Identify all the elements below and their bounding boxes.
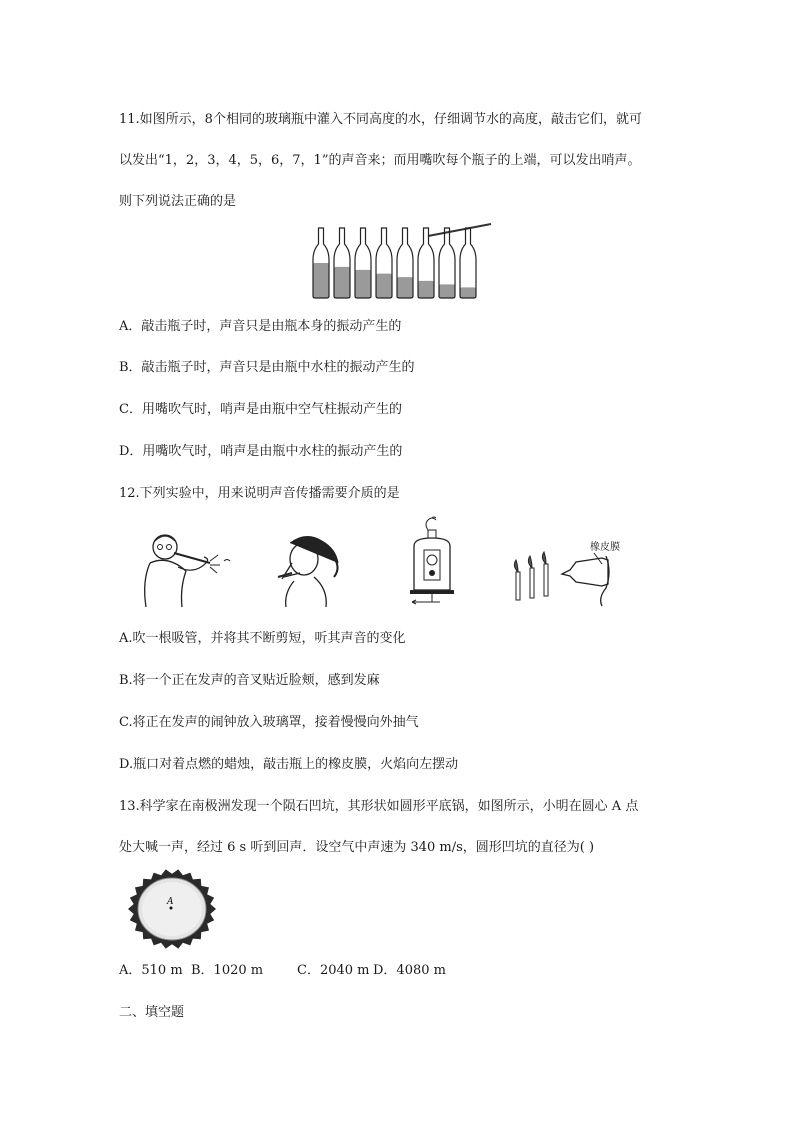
- glass-bottle: [313, 228, 329, 298]
- q12-stem: 12.下列实验中，用来说明声音传播需要介质的是: [119, 486, 400, 501]
- straw-blowing-figure: [138, 533, 238, 609]
- q13-stem-line2: 处大喊一声，经过 6 s 听到回声．设空气中声速为 340 m/s，圆形凹坑的直径为( ): [119, 840, 595, 855]
- crater-figure: [124, 866, 220, 952]
- bottles-figure: [305, 222, 495, 302]
- section-title: 二、填空题: [119, 1005, 185, 1020]
- glass-bottle: [418, 228, 434, 298]
- glass-bottle: [397, 228, 413, 298]
- glass-bottle: [355, 228, 371, 298]
- q13-option-d: D．4080 m: [373, 963, 446, 978]
- q11-stem-line2: 以发出“1，2，3，4，5，6，7，1”的声音来；而用嘴吹每个瓶子的上端，可以发出哨声。: [119, 153, 641, 168]
- q11-option-c: C．用嘴吹气时，哨声是由瓶中空气柱振动产生的: [119, 402, 402, 417]
- q12-option-a: A.吹一根吸管，并将其不断剪短，听其声音的变化: [119, 631, 406, 646]
- q12-option-b: B.将一个正在发声的音叉贴近脸颊，感到发麻: [119, 673, 380, 688]
- point-a-label: A: [167, 897, 174, 907]
- q13-option-c: C．2040 m: [297, 963, 370, 978]
- tuning-fork-figure: [270, 533, 346, 609]
- q12-option-d: D.瓶口对着点燃的蜡烛，敲击瓶上的橡皮膜，火焰向左摆动: [119, 757, 459, 772]
- q12-option-c: C.将正在发声的闹钟放入玻璃罩，接着慢慢向外抽气: [119, 715, 419, 730]
- q13-option-a: A．510 m: [119, 963, 183, 978]
- q11-option-b: B．敲击瓶子时，声音只是由瓶中水柱的振动产生的: [119, 360, 415, 375]
- q11-option-d: D．用嘴吹气时，哨声是由瓶中水柱的振动产生的: [119, 444, 403, 459]
- glass-bottle: [376, 228, 392, 298]
- rubber-membrane-label: 橡皮膜: [590, 542, 620, 553]
- q11-stem-line3: 则下列说法正确的是: [119, 194, 237, 209]
- glass-bottle: [460, 228, 476, 298]
- q11-stem-line1: 11.如图所示，8个相同的玻璃瓶中灌入不同高度的水，仔细调节水的高度，敲击它们，就可: [119, 112, 642, 127]
- q11-option-a: A．敲击瓶子时，声音只是由瓶本身的振动产生的: [119, 319, 402, 334]
- glass-bottle: [439, 228, 455, 298]
- q13-stem-line1: 13.科学家在南极洲发现一个陨石凹坑，其形状如圆形平底锅，如图所示，小明在圆心 A 点: [119, 799, 639, 814]
- bell-jar-figure: [406, 516, 456, 608]
- q13-option-b: B．1020 m: [191, 963, 264, 978]
- glass-bottle: [334, 228, 350, 298]
- candle-bottle-figure: [510, 538, 646, 610]
